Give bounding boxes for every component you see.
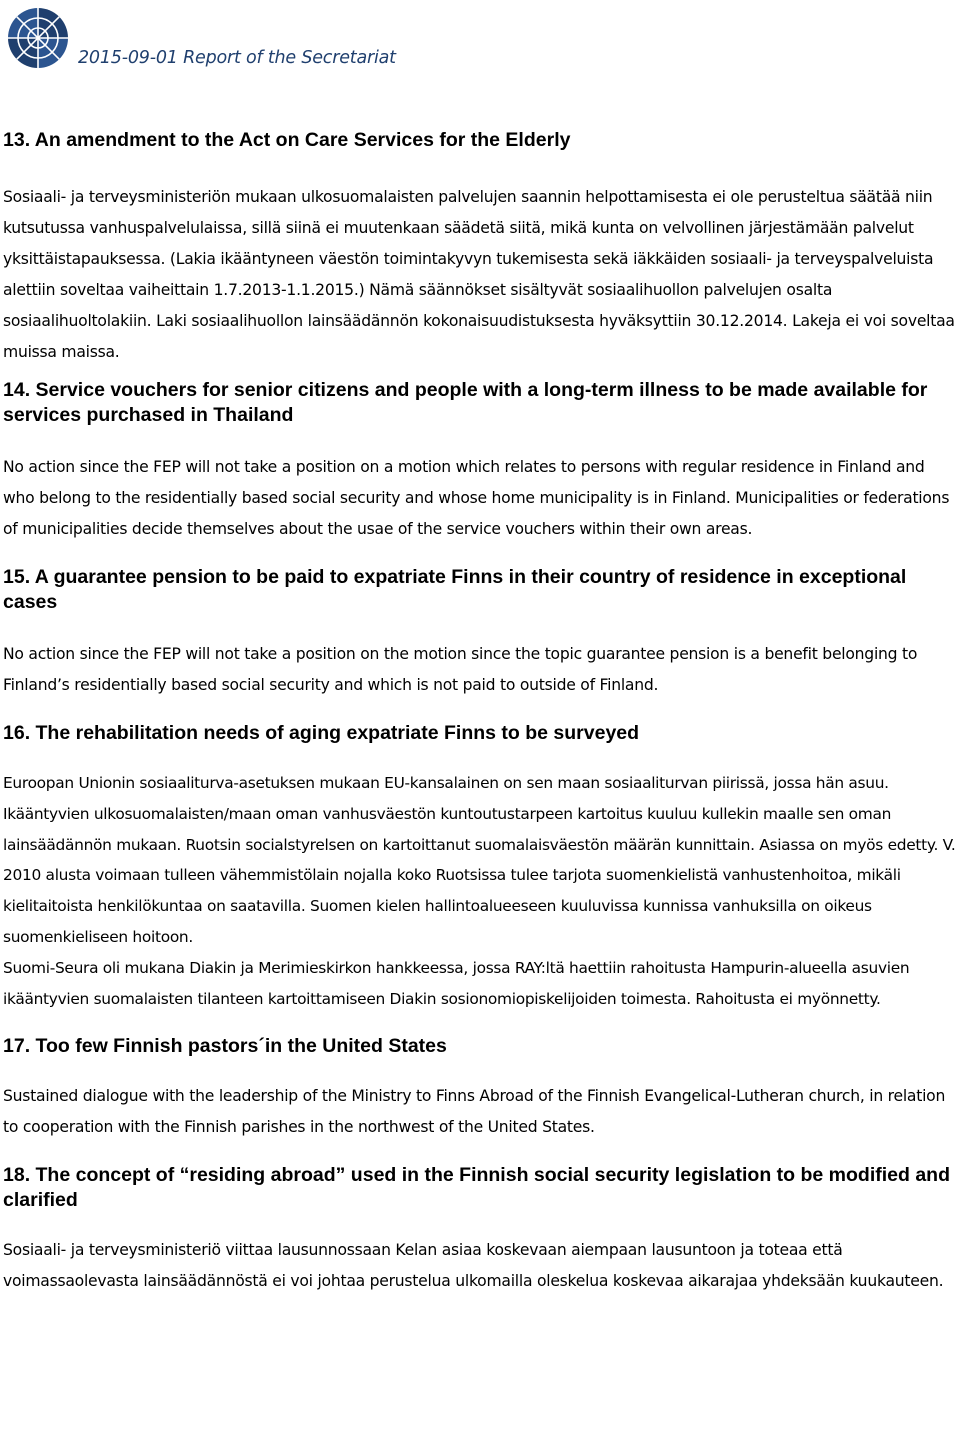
section-heading: 15. A guarantee pension to be paid to expatriate Finns in their country of residence in exceptional cases — [3, 566, 907, 613]
section-paragraph: No action since the FEP will not take a position on a motion which relates to persons with regular residence in Finland and who belong to the residentially based social security and whose home municipality is in Finland. Municipalities or federations of municipalities decide themselves about the usae of the service vouchers within their own areas. — [3, 458, 950, 538]
section-13 — [3, 128, 957, 368]
section-heading: 17. Too few Finnish pastors´in the United States — [3, 1035, 447, 1058]
section-18 — [3, 1163, 957, 1297]
section-heading: 14. Service vouchers for senior citizens and people with a long-term illness to be made available for services purchased in Thailand — [3, 379, 928, 426]
section-paragraph: Suomi-Seura oli mukana Diakin ja Merimieskirkon hankkeessa, jossa RAY:ltä haettiin rahoitusta Hampurin-alueella asuvien ikääntyvien suomalaisten tilanteen kartoittamiseen Diakin sosionomiopiskelijoiden toimesta. Rahoitusta ei myönnetty. — [3, 958, 910, 1008]
section-paragraph: No action since the FEP will not take a position on the motion since the topic guarantee pension is a benefit belonging to Finland’s residentially based social security and which is not paid to outside of Finland. — [3, 645, 918, 694]
fep-logo-icon — [4, 4, 72, 72]
section-paragraph: Euroopan Unionin sosiaaliturva-asetuksen mukaan EU-kansalainen on sen maan sosiaaliturvan piirissä, jossa hän asuu. Ikääntyvien ulkosuomalaisten/maan oman vanhusväestön kuntoutustarpeen kartoitus kuuluu kullekin maalle sen oman lainsäädännön mukaan. Ruotsin socialstyrelsen on kartoittanut suomalaisväestön määrän kunnittain. Asiassa on myös edetty. V. 2010 alusta voimaan tulleen vähemmistölain nojalla koko Ruotsissa tulee tarjota suomenkielistä vanhustenhoitoa, mikäli kielitaitoista henkilökuntaa on saatavilla. Suomen kielen hallintoalueeseen kuuluvissa kunnissa vanhuksilla on oikeus suomenkieliseen hoitoon. — [3, 774, 956, 946]
section-heading: 16. The rehabilitation needs of aging expatriate Finns to be surveyed — [3, 722, 640, 744]
section-paragraph: Sosiaali- ja terveysministeriön mukaan ulkosuomalaisten palvelujen saannin helpottamisesta ei ole perusteltua säätää niin kutsutussa vanhuspalvelulaissa, sillä siinä ei muutenkaan säädetä siitä, mikä kunta on velvollinen järjestämään palvelut yksittäistapauksessa. (Lakia ikääntyneen väestön toimintakyvyn tukemisesta sekä iäkkäiden sosiaali- ja terveyspalveluista alettiin soveltaa vaiheittain 1.7.2013-1.1.2015.) Nämä säännökset sisältyvät sosiaalihuollon palvelujen osalta sosiaalihuoltolakiin. Laki sosiaalihuollon lainsäädännön kokonaisuudistuksesta hyväksyttiin 30.12.2014. Lakeja ei voi soveltaa muissa maissa. — [3, 188, 955, 361]
section-14 — [3, 378, 957, 545]
section-15 — [3, 565, 957, 701]
page-header — [0, 0, 960, 90]
section-17 — [3, 1034, 957, 1143]
report-title: 2015-09-01 Report of the Secretariat — [78, 48, 396, 68]
section-16 — [3, 721, 957, 1014]
section-heading: 13. An amendment to the Act on Care Services for the Elderly — [3, 129, 571, 151]
section-paragraph: Sosiaali- ja terveysministeriö viittaa lausunnossaan Kelan asiaa koskevaan aiempaan lausuntoon ja toteaa että voimassaolevasta lainsäädännöstä ei voi johtaa perustelua ulkomailla oleskelua koskevaa aikarajaa yhdeksään kuukauteen. — [3, 1241, 944, 1291]
section-paragraph: Sustained dialogue with the leadership of the Ministry to Finns Abroad of the Finnish Evangelical-Lutheran church, in relation to cooperation with the Finnish parishes in the northwest of the United States. — [3, 1087, 946, 1137]
section-heading: 18. The concept of “residing abroad” used in the Finnish social security legislation to be modified and clarified — [3, 1164, 950, 1212]
document-body — [3, 128, 957, 1297]
